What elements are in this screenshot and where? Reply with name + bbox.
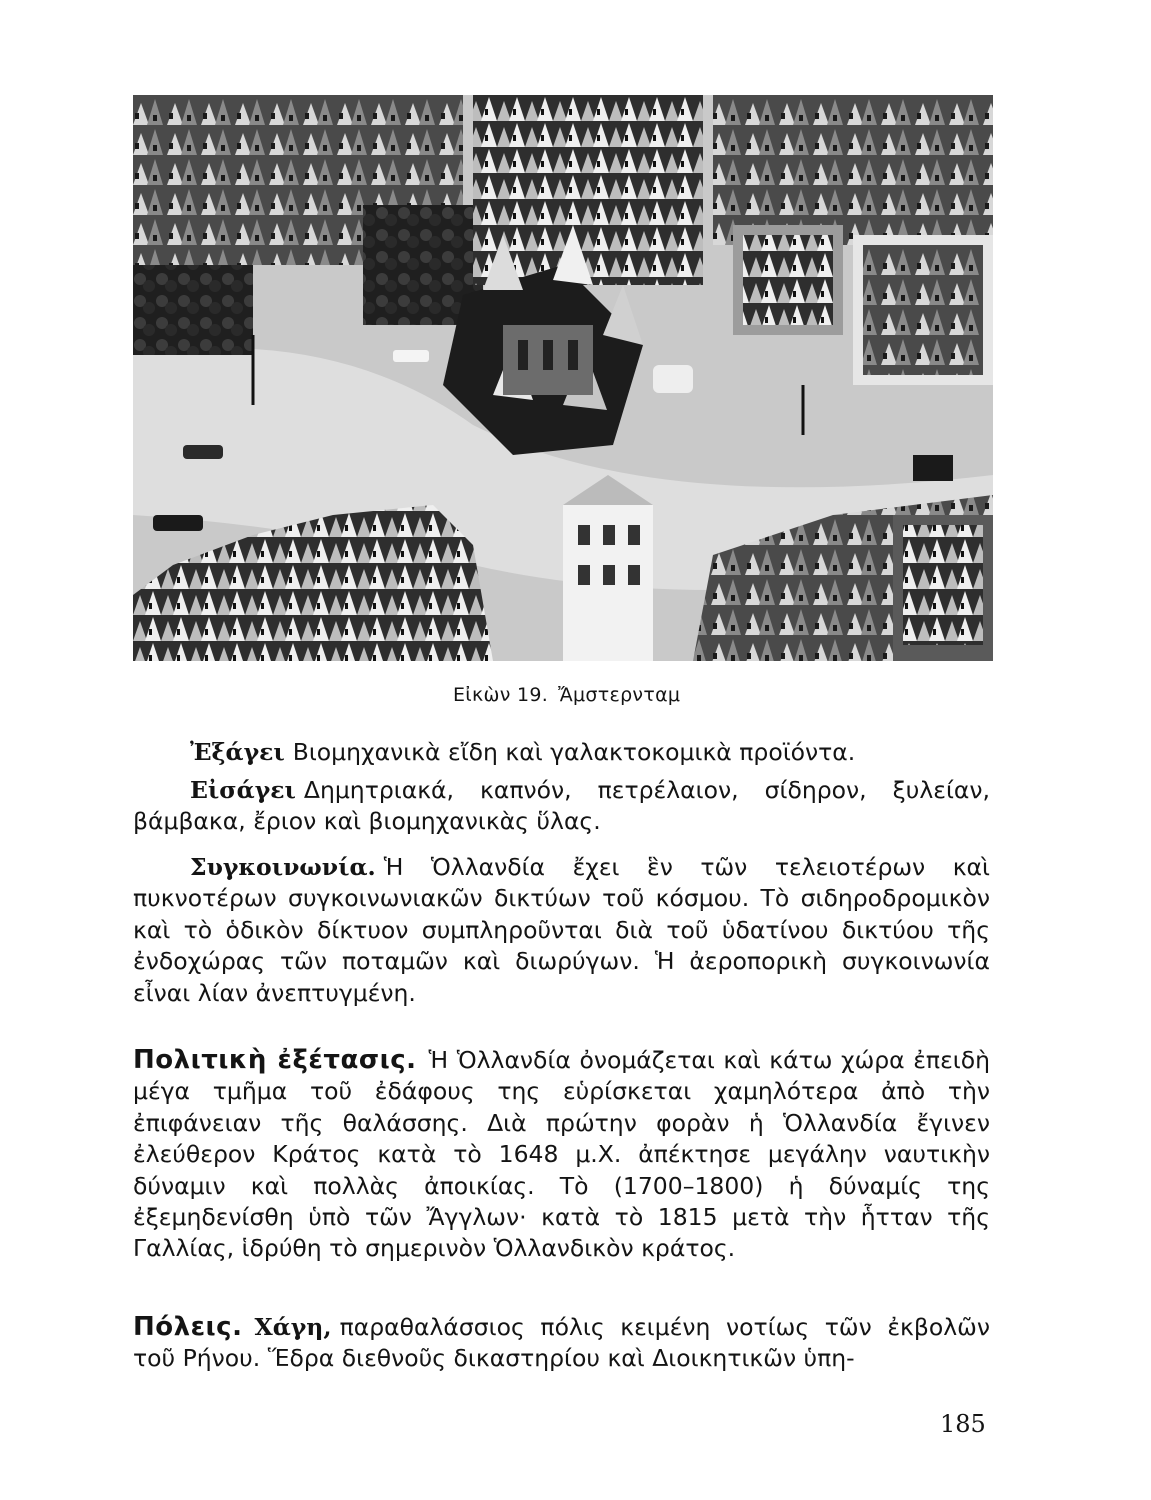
figure-title: Ἄμστερνταμ bbox=[558, 684, 681, 706]
paragraph-keyword: Ἐξάγει bbox=[190, 738, 285, 766]
paragraph-keyword: Εἰσάγει bbox=[190, 776, 296, 804]
section-heading: Πολιτικὴ ἐξέτασις. bbox=[133, 1045, 417, 1075]
paragraph-keyword: Συγκοινωνία. bbox=[190, 853, 376, 881]
photo-illustration bbox=[133, 95, 993, 661]
cities-paragraph bbox=[133, 1312, 990, 1375]
paragraph-text: Δημητριακά, καπνόν, πετρέλαιον, σίδηρον, ξυλείαν, βάμβακα, ἔριον καὶ βιομηχανικὰς ὕλας. bbox=[133, 776, 990, 836]
figure-label: Εἰκὼν 19. bbox=[453, 684, 549, 706]
paragraph-text: παραθαλάσσιος πόλις κειμένη νοτίως τῶν ἐκβολῶν τοῦ Ρήνου. Ἕδρα διεθνοῦς δικαστηρίου καὶ Διοικητικῶν ὑπη- bbox=[133, 1313, 990, 1373]
section-heading: Πόλεις. bbox=[133, 1312, 243, 1342]
paragraph-text: Ἡ Ὁλλανδία ὀνομάζεται καὶ κάτω χώρα ἐπειδὴ μέγα τμῆμα τοῦ ἐδάφους της εὑρίσκεται χαμηλότερα ἀπὸ τὴν ἐπιφάνειαν τῆς θαλάσσης. Διὰ πρώτην φορὰν ἡ Ὁλλανδία ἔγινεν ἐλεύθερον Κράτος κατὰ τὸ 1648 μ.Χ. ἀπέκτησε μεγάλην ναυτικὴν δύναμιν καὶ πολλὰς ἀποικίας. Τὸ (1700–1800) ἡ δύναμίς της ἐξεμηδενίσθη ὑπὸ τῶν Ἄγγλων· κατὰ τὸ 1815 μετὰ τὴν ἧτταν τῆς Γαλλίας, ἱδρύθη τὸ σημερινὸν Ὁλλανδικὸν κράτος. bbox=[133, 1046, 990, 1263]
imports-paragraph bbox=[133, 775, 990, 838]
political-review-paragraph bbox=[133, 1045, 990, 1265]
paragraph-text: Βιομηχανικὰ εἴδη καὶ γαλακτοκομικὰ προϊόντα. bbox=[292, 738, 856, 766]
communications-paragraph bbox=[133, 852, 990, 1009]
figure-caption bbox=[453, 684, 690, 706]
exports-paragraph bbox=[133, 737, 990, 768]
city-name: Χάγη, bbox=[254, 1313, 332, 1341]
paragraph-text: Ἡ Ὁλλανδία ἔχει ἓν τῶν τελειοτέρων καὶ πυκνοτέρων συγκοινωνιακῶν δικτύων τοῦ κόσμου. Τὸ σιδηροδρομικὸν καὶ τὸ ὁδικὸν δίκτυον συμπληροῦνται διὰ τοῦ ὑδατίνου δικτύου τῆς ἐνδοχώρας τῶν ποταμῶν καὶ διωρύγων. Ἡ ἀεροπορικὴ συγκοινωνία εἶναι λίαν ἀνεπτυγμένη. bbox=[133, 853, 990, 1007]
amsterdam-aerial-photo bbox=[133, 95, 993, 661]
page-number: 185 bbox=[940, 1410, 986, 1438]
